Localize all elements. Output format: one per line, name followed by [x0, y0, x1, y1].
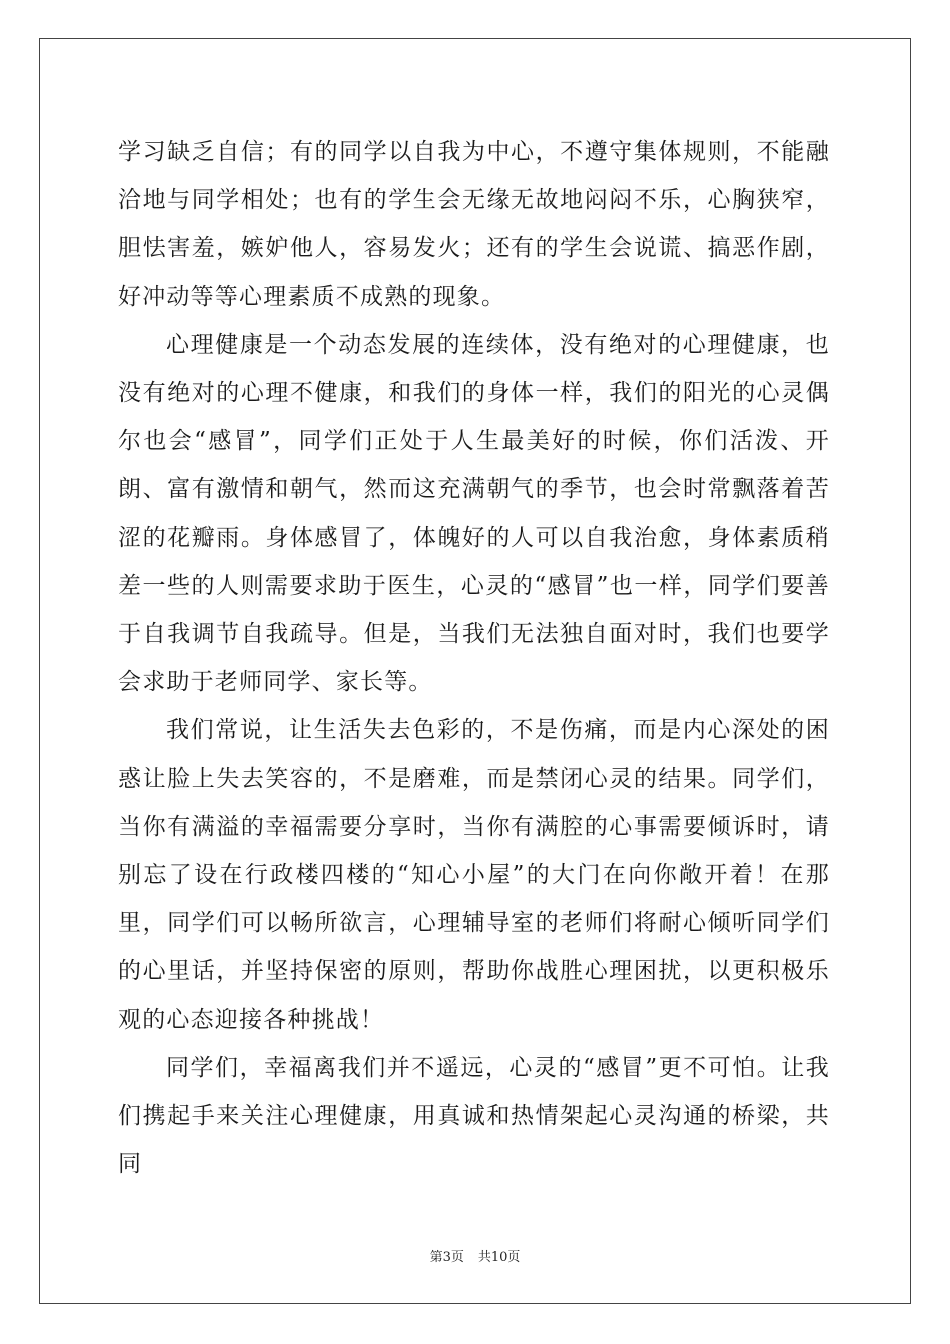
paragraph-3: 我们常说，让生活失去色彩的，不是伤痛，而是内心深处的困惑让脸上失去笑容的，不是磨难，而是禁闭心灵的结果。同学们，当你有满溢的幸福需要分享时，当你有满腔的心事需要倾诉时，请别忘了设在行政楼四楼的“知心小屋”的大门在向你敞开着！在那里，同学们可以畅所欲言，心理辅导室的老师们将耐心倾听同学们的心里话，并坚持保密的原则，帮助你战胜心理困扰，以更积极乐观的心态迎接各种挑战！ — [118, 717, 830, 1033]
paragraph-1: 学习缺乏自信；有的同学以自我为中心，不遵守集体规则，不能融洽地与同学相处；也有的学生会无缘无故地闷闷不乐，心胸狭窄，胆怯害羞，嫉妒他人，容易发火；还有的学生会说谎、搞恶作剧，好冲动等等心理素质不成熟的现象。 — [118, 139, 830, 310]
page-number: 第3页 — [429, 1250, 464, 1265]
paragraph-4: 同学们，幸福离我们并不遥远，心灵的“感冒”更不可怕。让我们携起手来关注心理健康，用真诚和热情架起心灵沟通的桥梁，共同 — [118, 1054, 830, 1178]
page-total: 共10页 — [477, 1250, 521, 1265]
paragraph-2: 心理健康是一个动态发展的连续体，没有绝对的心理健康，也没有绝对的心理不健康，和我们的身体一样，我们的阳光的心灵偶尔也会“感冒”，同学们正处于人生最美好的时候，你们活泼、开朗、富有激情和朝气，然而这充满朝气的季节，也会时常飘落着苦涩的花瓣雨。身体感冒了，体魄好的人可以自我治愈，身体素质稍差一些的人则需要求助于医生，心灵的“感冒”也一样，同学们要善于自我调节自我疏导。但是，当我们无法独自面对时，我们也要学会求助于老师同学、家长等。 — [118, 331, 830, 696]
document-body — [118, 128, 830, 1188]
page-footer — [0, 1246, 950, 1265]
